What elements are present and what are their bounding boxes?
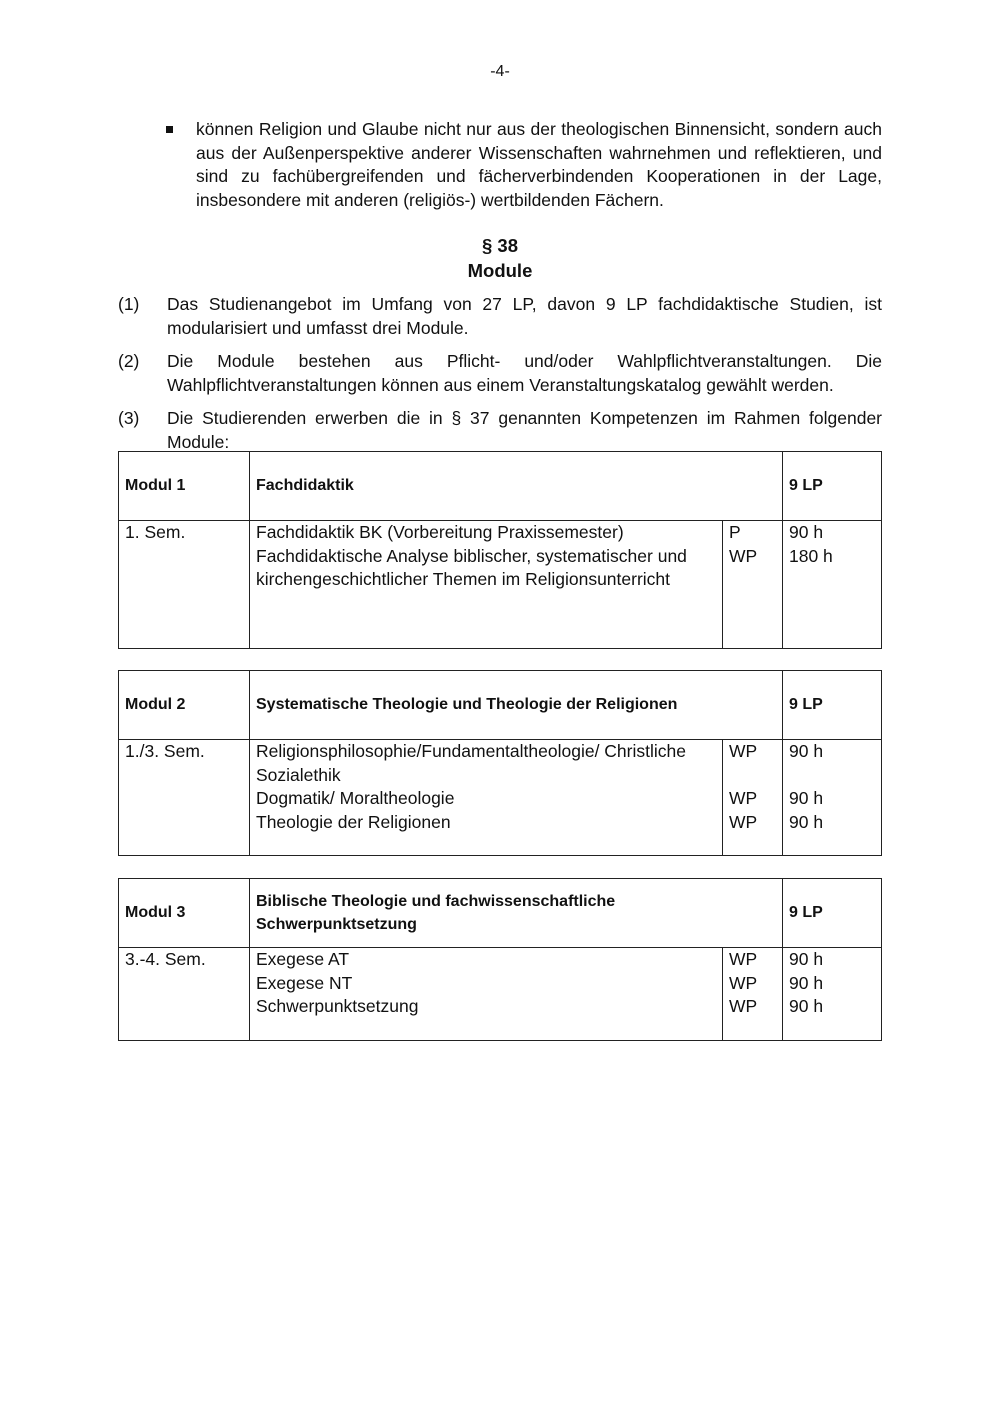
module-title: Fachdidaktik <box>250 452 783 521</box>
course-type: WP <box>729 811 758 832</box>
course-type <box>729 764 776 788</box>
section-title: Module <box>467 260 533 281</box>
module-body-row <box>119 740 882 856</box>
course-type: WP <box>729 996 758 1016</box>
course-hours: 90 h <box>789 996 824 1016</box>
course-type: WP <box>729 741 758 761</box>
module-header-row <box>119 452 882 521</box>
module-semester: 1. Sem. <box>119 521 250 649</box>
module-hours <box>783 521 882 649</box>
course-hours <box>789 764 875 788</box>
course-type: WP <box>729 788 758 808</box>
module-lp: 9 LP <box>783 452 882 521</box>
module-body-row <box>119 948 882 1041</box>
paragraph-2 <box>118 350 882 397</box>
course-line: Fachdidaktik BK (Vorbereitung Praxissemester) <box>256 522 624 542</box>
course-hours: 90 h <box>789 949 824 969</box>
module-title: Biblische Theologie und fachwissenschaftliche Schwerpunktsetzung <box>250 879 783 948</box>
word: Die <box>167 351 194 371</box>
paragraph-text: Die Studierenden erwerben die in § 37 genannten Kompetenzen im Rahmen folgender Module: <box>167 408 882 452</box>
paragraph-line-1 <box>167 350 882 374</box>
module-semester: 1./3. Sem. <box>119 740 250 856</box>
course-hours: 90 h <box>789 788 824 808</box>
module-semester: 3.-4. Sem. <box>119 948 250 1041</box>
word: Pflicht- <box>446 351 501 371</box>
paragraph-number: (1) <box>118 294 140 314</box>
course-hours: 180 h <box>789 545 833 566</box>
module-label: Modul 1 <box>119 452 250 521</box>
course-type: P <box>729 522 741 542</box>
course-hours: 90 h <box>789 522 824 542</box>
square-bullet-icon <box>166 126 173 133</box>
word: aus <box>394 351 423 371</box>
course-type: WP <box>729 949 758 969</box>
bullet-text: können Religion und Glaube nicht nur aus der theologischen Binnensicht, sondern auch aus der Außenperspektive anderer Wissenschaften wahrnehmen und reflektieren, und sind zu fachübergreifenden und fächerverbindenden Kooperationen in der Lage, insbesondere mit anderen (religiös-) wertbildenden Fächern. <box>196 119 882 210</box>
module-courses <box>250 948 723 1041</box>
module-label: Modul 3 <box>119 879 250 948</box>
section-number: § 38 <box>481 235 518 256</box>
module-types <box>723 948 783 1041</box>
module-types <box>723 521 783 649</box>
course-type: WP <box>729 545 758 566</box>
course-hours: 90 h <box>789 972 824 993</box>
paragraph-text <box>167 350 882 397</box>
course-hours: 90 h <box>789 811 824 832</box>
course-line: Dogmatik/ Moraltheologie <box>256 788 455 808</box>
page-number: -4- <box>490 63 510 80</box>
bullet-item <box>166 118 882 212</box>
module-types <box>723 740 783 856</box>
course-type: WP <box>729 972 758 993</box>
module-title: Systematische Theologie und Theologie der Religionen <box>250 671 783 740</box>
course-line: kirchengeschichtlicher Themen im Religionsunterricht <box>256 569 671 589</box>
module-table-2 <box>118 670 882 856</box>
module-hours <box>783 948 882 1041</box>
course-line: Schwerpunktsetzung <box>256 996 419 1016</box>
paragraph-number: (3) <box>118 408 140 428</box>
course-hours: 90 h <box>789 741 824 761</box>
paragraph-number: (2) <box>118 351 140 371</box>
course-line: Religionsphilosophie/Fundamentaltheologie/ Christliche <box>256 741 686 761</box>
module-header-row <box>119 671 882 740</box>
word: Module <box>217 351 275 371</box>
course-line: Sozialethik <box>256 764 341 785</box>
module-table-1 <box>118 451 882 649</box>
word: Wahlpflichtveranstaltungen. <box>617 351 832 371</box>
word: Die <box>855 351 882 371</box>
module-body-row <box>119 521 882 649</box>
paragraph-text: Das Studienangebot im Umfang von 27 LP, davon 9 LP fachdidaktische Studien, ist modularisiert und umfasst drei Module. <box>167 294 882 338</box>
module-label: Modul 2 <box>119 671 250 740</box>
course-line: Theologie der Religionen <box>256 811 451 832</box>
module-lp: 9 LP <box>783 671 882 740</box>
module-table-3 <box>118 878 882 1041</box>
module-header-row <box>119 879 882 948</box>
module-courses <box>250 740 723 856</box>
word: bestehen <box>298 351 371 371</box>
paragraph-1 <box>118 293 882 340</box>
module-hours <box>783 740 882 856</box>
paragraph-line-2: Wahlpflichtveranstaltungen können aus einem Veranstaltungskatalog gewählt werden. <box>167 374 834 395</box>
course-line: Exegese AT <box>256 949 350 969</box>
course-line: Exegese NT <box>256 972 353 993</box>
course-line: Fachdidaktische Analyse biblischer, systematischer und <box>256 545 687 566</box>
paragraph-3 <box>118 407 882 454</box>
section-heading <box>0 233 1000 283</box>
word: und/oder <box>524 351 594 371</box>
module-lp: 9 LP <box>783 879 882 948</box>
module-courses <box>250 521 723 649</box>
